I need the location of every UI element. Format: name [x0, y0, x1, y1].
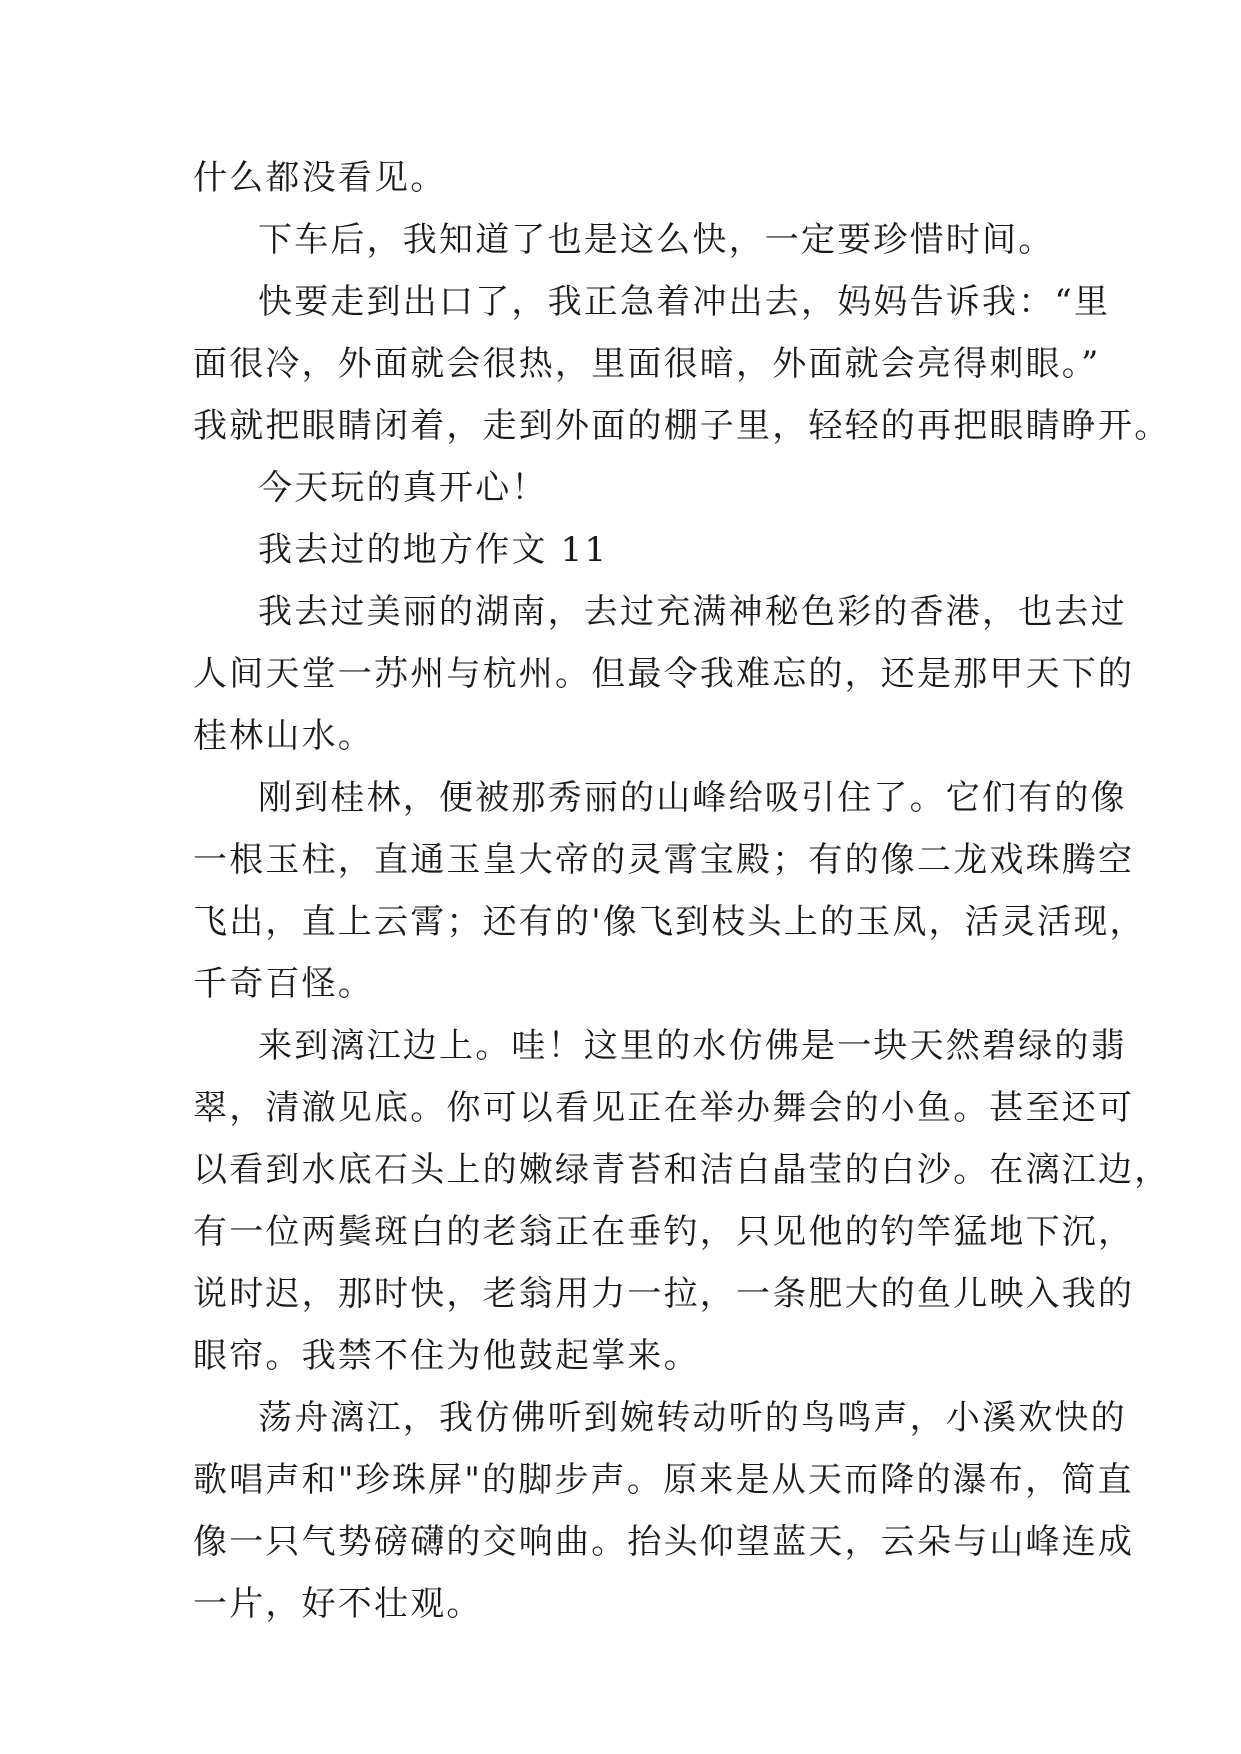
text-line: 千奇百怪。 — [193, 964, 374, 1004]
text-line: 一根玉柱，直通玉皇大帝的灵霄宝殿；有的像二龙戏珠腾空 — [193, 840, 1135, 880]
paragraph-start-line: 来到漓江边上。哇！这里的水仿佛是一块天然碧绿的翡 — [258, 1026, 1127, 1066]
paragraph-start-line: 快要走到出口了，我正急着冲出去，妈妈告诉我：“里 — [258, 282, 1111, 322]
text-line: 歌唱声和"珍珠屏"的脚步声。原来是从天而降的瀑布，简直 — [193, 1460, 1134, 1500]
text-line: 桂林山水。 — [193, 716, 374, 756]
text-line: 人间天堂一苏州与杭州。但最令我难忘的，还是那甲天下的 — [193, 654, 1135, 694]
text-line: 翠，清澈见底。你可以看见正在举办舞会的小鱼。甚至还可 — [193, 1088, 1135, 1128]
text-line: 一片，好不壮观。 — [193, 1584, 483, 1624]
text-line: 飞出，直上云霄；还有的'像飞到枝头上的玉凤，活灵活现， — [193, 902, 1146, 942]
paragraph-start-line: 刚到桂林，便被那秀丽的山峰给吸引住了。它们有的像 — [258, 778, 1127, 818]
text-line: 说时迟，那时快，老翁用力一拉，一条肥大的鱼儿映入我的 — [193, 1274, 1135, 1314]
text-line: 我就把眼睛闭着，走到外面的棚子里，轻轻的再把眼睛睁开。 — [193, 406, 1171, 446]
paragraph-start-line: 我去过美丽的湖南，去过充满神秘色彩的香港，也去过 — [258, 592, 1127, 632]
text-line: 眼帘。我禁不住为他鼓起掌来。 — [193, 1336, 700, 1376]
text-line: 面很冷，外面就会很热，里面很暗，外面就会亮得刺眼。” — [193, 344, 1101, 384]
text-line: 像一只气势磅礴的交响曲。抬头仰望蓝天，云朵与山峰连成 — [193, 1522, 1135, 1562]
paragraph-start-line: 今天玩的真开心！ — [258, 468, 548, 508]
text-line: 以看到水底石头上的嫩绿青苔和洁白晶莹的白沙。在漓江边， — [193, 1150, 1171, 1190]
paragraph-start-line: 下车后，我知道了也是这么快，一定要珍惜时间。 — [258, 220, 1055, 260]
text-line: 有一位两鬓斑白的老翁正在垂钓，只见他的钓竿猛地下沉， — [193, 1212, 1135, 1252]
section-heading: 我去过的地方作文 11 — [258, 530, 609, 570]
paragraph-start-line: 荡舟漓江，我仿佛听到婉转动听的鸟鸣声，小溪欢快的 — [258, 1398, 1127, 1438]
text-line: 什么都没看见。 — [193, 158, 447, 198]
